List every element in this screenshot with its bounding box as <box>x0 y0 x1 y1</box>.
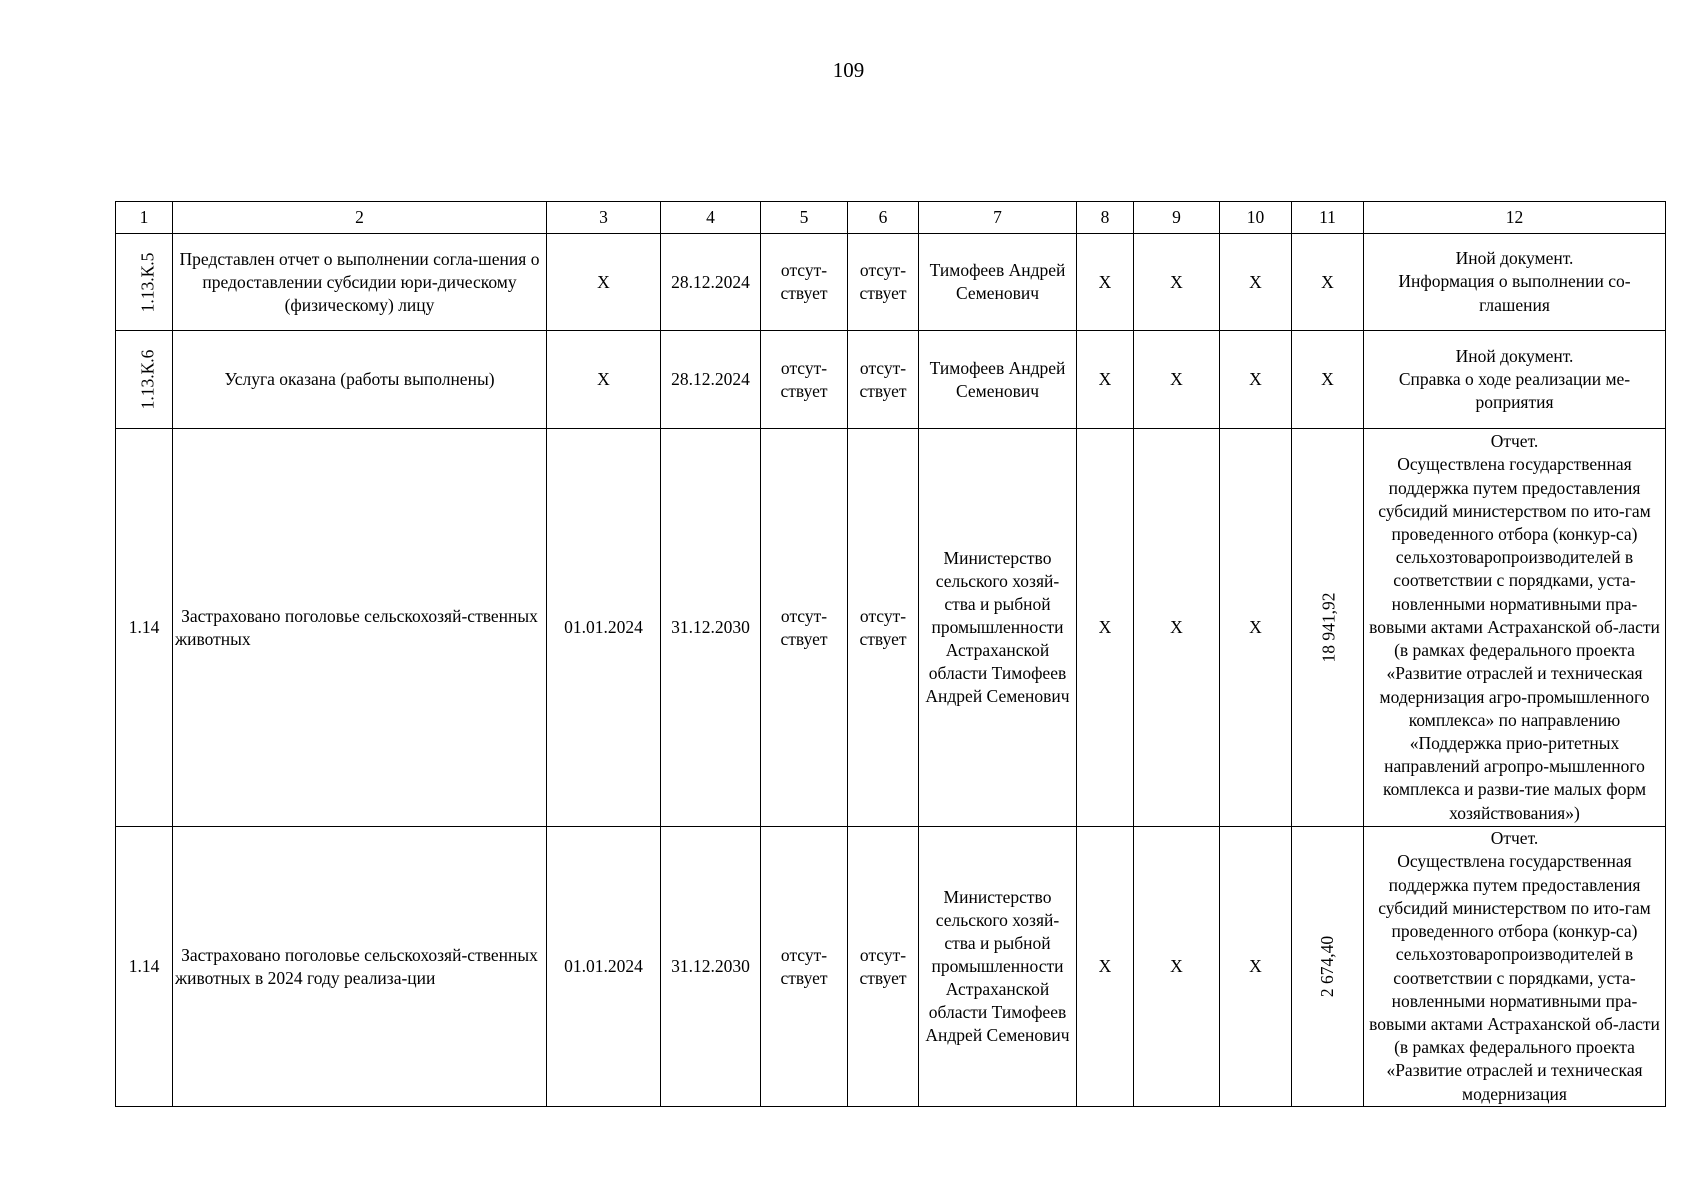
col6-cell: отсут-ствует <box>848 429 919 827</box>
col6-cell: отсут-ствует <box>848 234 919 331</box>
header-cell: 11 <box>1292 202 1364 234</box>
col8-cell: X <box>1077 234 1134 331</box>
col8-cell: X <box>1077 827 1134 1107</box>
item-number-cell <box>116 429 173 827</box>
table-row <box>116 331 1666 429</box>
description-cell: Застраховано поголовье сельскохозяй-ственных животных <box>173 429 547 827</box>
col10-cell: X <box>1220 827 1292 1107</box>
col8-cell: X <box>1077 331 1134 429</box>
header-cell: 9 <box>1134 202 1220 234</box>
col5-cell: отсут-ствует <box>761 234 848 331</box>
header-cell: 10 <box>1220 202 1292 234</box>
col9-cell: X <box>1134 429 1220 827</box>
col6-cell: отсут-ствует <box>848 827 919 1107</box>
header-cell: 1 <box>116 202 173 234</box>
document-cell <box>1364 827 1666 1107</box>
col9-cell: X <box>1134 234 1220 331</box>
col8-cell: X <box>1077 429 1134 827</box>
document-cell <box>1364 429 1666 827</box>
col5-cell: отсут-ствует <box>761 429 848 827</box>
amount-value: 18 941,92 <box>1318 592 1339 663</box>
description-cell: Застраховано поголовье сельскохозяй-ственных животных в 2024 году реализа-ции <box>173 827 547 1107</box>
item-number: 1.13.К.6 <box>137 349 158 410</box>
item-number: 1.14 <box>128 617 160 637</box>
report-table <box>115 201 1666 1107</box>
start-date-cell: 01.01.2024 <box>547 429 661 827</box>
header-row <box>116 202 1666 234</box>
document-text: Отчет. Осуществлена государственная поддержка путем предоставления субсидий министерством по ито-гам проведенного отбора (конкур-са) сельхозтоваропроизводителей в соответствии с порядками, уста-новленными нормативными пра-вовыми актами Астраханской об-ласти (в рамках федерального проекта «Развитие отраслей и техническая модернизация агро-промышленного комплекса» по направлению «Поддержка прио-ритетных направлений агропро-мышленного комплекса и разви-тие малых форм хозяйствования») <box>1369 431 1660 823</box>
end-date-cell: 31.12.2030 <box>661 827 761 1107</box>
amount-cell: X <box>1292 331 1364 429</box>
header-cell: 2 <box>173 202 547 234</box>
responsible-cell: Тимофеев Андрей Семенович <box>919 234 1077 331</box>
responsible-cell: Тимофеев Андрей Семенович <box>919 331 1077 429</box>
start-date-cell: 01.01.2024 <box>547 827 661 1107</box>
item-number: 1.13.К.5 <box>137 252 158 312</box>
item-number-cell <box>116 827 173 1107</box>
amount-value: 2 674,40 <box>1317 935 1337 998</box>
document-text: Иной документ. Справка о ходе реализации ме-роприятия <box>1398 345 1631 413</box>
col5-cell: отсут-ствует <box>761 827 848 1107</box>
header-cell: 12 <box>1364 202 1666 234</box>
header-cell: 6 <box>848 202 919 234</box>
col10-cell: X <box>1220 234 1292 331</box>
col9-cell: X <box>1134 827 1220 1107</box>
header-cell: 3 <box>547 202 661 234</box>
table-row <box>116 234 1666 331</box>
end-date-cell: 28.12.2024 <box>661 331 761 429</box>
responsible-cell: Министерство сельского хозяй-ства и рыбной промышленности Астраханской области Тимофеев Андрей Семенович <box>919 429 1077 827</box>
header-cell: 4 <box>661 202 761 234</box>
col9-cell: X <box>1134 331 1220 429</box>
start-date-cell: X <box>547 234 661 331</box>
item-number-cell <box>116 331 173 429</box>
start-date-cell: X <box>547 331 661 429</box>
description-cell: Услуга оказана (работы выполнены) <box>173 331 547 429</box>
document-cell <box>1364 234 1666 331</box>
end-date-cell: 28.12.2024 <box>661 234 761 331</box>
document-text: Иной документ. Информация о выполнении со-глашения <box>1398 248 1631 315</box>
page-number: 109 <box>832 58 865 82</box>
end-date-cell: 31.12.2030 <box>661 429 761 827</box>
col10-cell: X <box>1220 331 1292 429</box>
header-cell: 7 <box>919 202 1077 234</box>
header-cell: 8 <box>1077 202 1134 234</box>
document-cell <box>1364 331 1666 429</box>
col10-cell: X <box>1220 429 1292 827</box>
amount-cell: X <box>1292 234 1364 331</box>
amount-cell <box>1292 827 1364 1107</box>
item-number: 1.14 <box>128 956 160 976</box>
col6-cell: отсут-ствует <box>848 331 919 429</box>
document-text: Отчет. Осуществлена государственная поддержка путем предоставления субсидий министерством по ито-гам проведенного отбора (конкур-са) сельхозтоваропроизводителей в соответствии с порядками, уста-новленными нормативными пра-вовыми актами Астраханской об-ласти (в рамках федерального проекта «Развитие отраслей и техническая модернизация <box>1369 828 1660 1104</box>
responsible-cell: Министерство сельского хозяй-ства и рыбной промышленности Астраханской области Тимофеев Андрей Семенович <box>919 827 1077 1107</box>
item-number-cell <box>116 234 173 331</box>
header-cell: 5 <box>761 202 848 234</box>
table-row <box>116 429 1666 827</box>
table-row <box>116 827 1666 1107</box>
amount-cell <box>1292 429 1364 827</box>
col5-cell: отсут-ствует <box>761 331 848 429</box>
description-cell: Представлен отчет о выполнении согла-шения о предоставлении субсидии юри-дическому (физическому) лицу <box>173 234 547 331</box>
